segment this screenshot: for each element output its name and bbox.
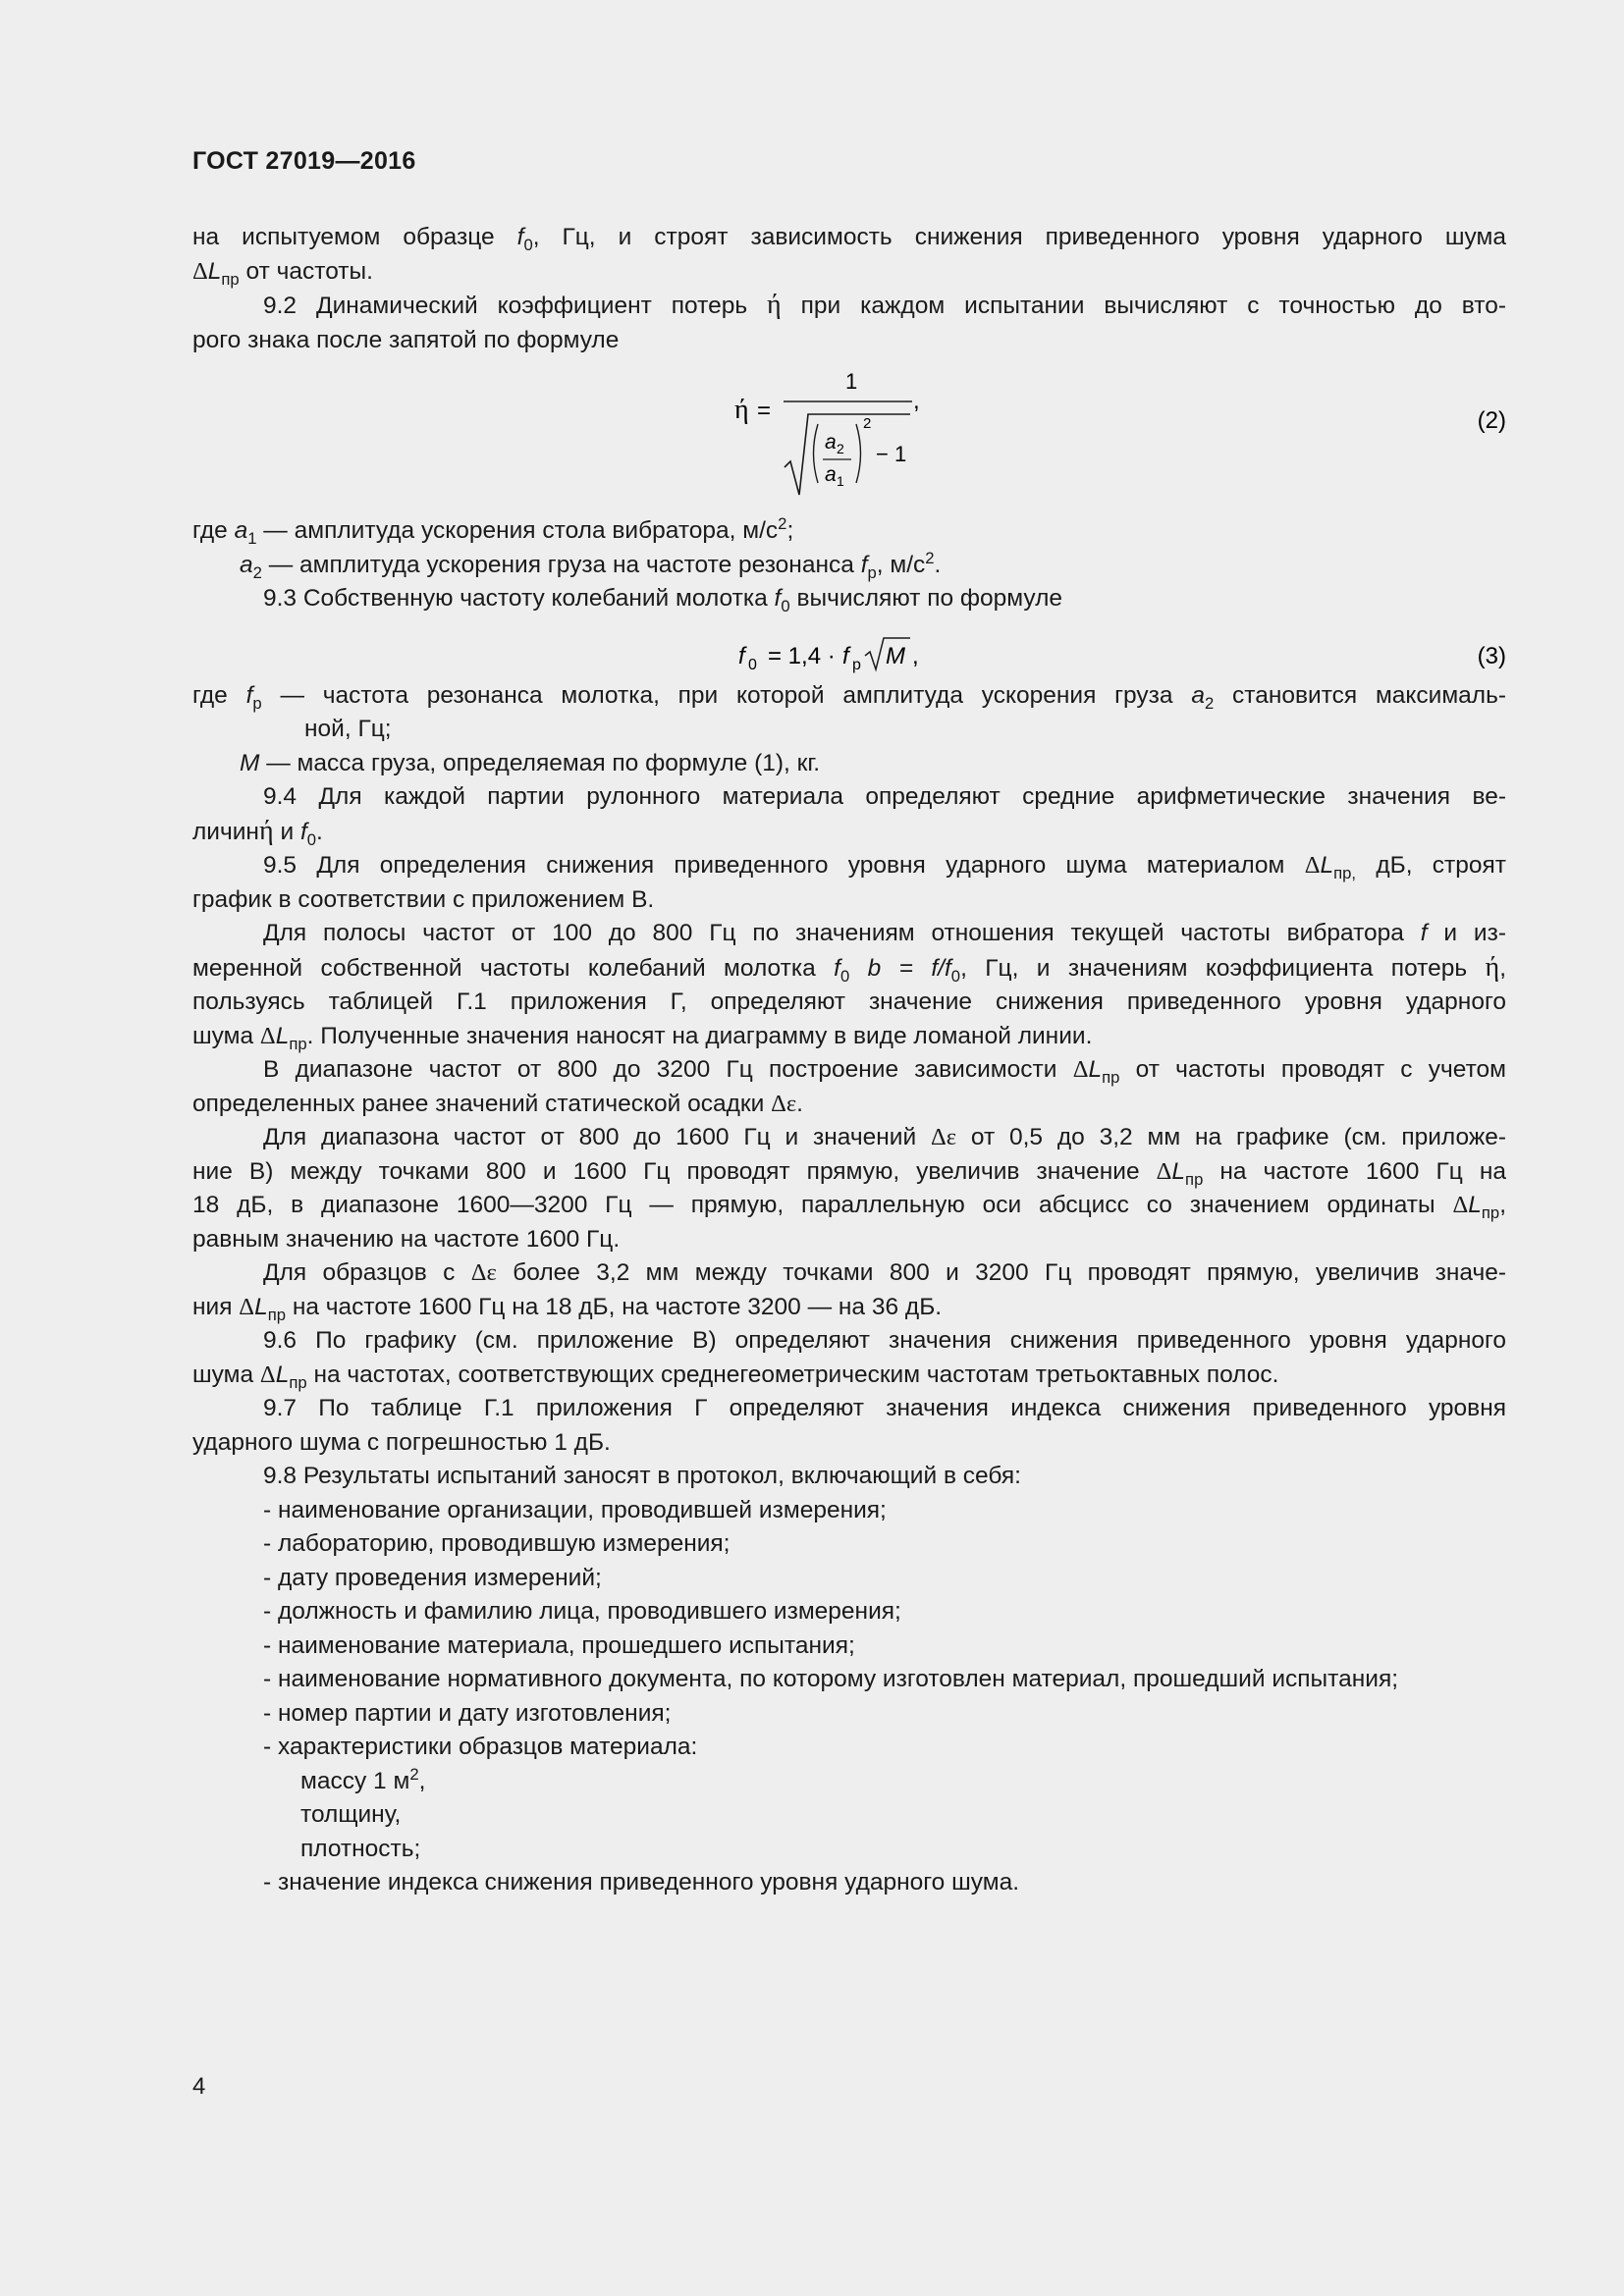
paragraph-9-2: 9.2 Динамический коэффициент потерь ή при каждом испытании вычисляют с точностью до вто- bbox=[263, 290, 1506, 320]
list-item: - значение индекса снижения приведенного уровня ударного шума. bbox=[263, 1869, 1020, 1896]
sub-list-item: плотность; bbox=[300, 1835, 421, 1862]
where-a2: $a_2$ — амплитуда ускорения груза на частоте резонанса $f_р$, $м/с^2$. bbox=[240, 548, 942, 582]
list-item: - номер партии и дату изготовления; bbox=[263, 1699, 672, 1727]
formula-minus-one: − 1 bbox=[876, 442, 907, 466]
paragraph-9-6: 9.6 По графику (см. приложение В) определяют значения снижения приведенного уровня ударного bbox=[263, 1327, 1506, 1354]
list-item: - должность и фамилию лица, проводившего измерения; bbox=[263, 1598, 901, 1625]
paragraph-range: В диапазоне частот от 800 до 3200 Гц построение зависимости $\Delta L_{пр}$ от частоты проводят с учетом bbox=[263, 1056, 1507, 1087]
svg-text:р: р bbox=[852, 656, 861, 673]
paragraph-intro: на испытуемом образце $f_0$, Гц, и строят зависимость снижения приведенного уровня ударного шума $\Delta L_{пр}$ от частоты. bbox=[192, 224, 1506, 289]
formula-a2: a bbox=[825, 431, 837, 454]
where-fp: где $f_р$ — частота резонанса молотка, при которой амплитуда ускорения груза $a_2$ становится максималь- bbox=[192, 681, 1507, 713]
paragraph-band: Для полосы частот от 100 до 800 Гц по значениям отношения текущей частоты вибратора f и из- bbox=[263, 920, 1506, 946]
paragraph-9-5: 9.5 Для определения снижения приведенного уровня ударного шума материалом $\Delta L_{пр,}$ дБ, строят bbox=[263, 852, 1507, 882]
formula-3-graphic bbox=[192, 616, 1506, 679]
formula-eta: ή bbox=[734, 395, 749, 425]
svg-text:= 1,4 ·: = 1,4 · bbox=[768, 642, 836, 669]
list-item: - наименование организации, проводившей измерения; bbox=[263, 1496, 887, 1523]
right-paren bbox=[856, 424, 861, 483]
paragraph-3-2: Для образцов с Δε более 3,2 мм между точками 800 и 3200 Гц проводят прямую, увеличив значе- bbox=[263, 1259, 1506, 1286]
formula-2-graphic bbox=[192, 357, 1506, 514]
formula-number-3: (3) bbox=[1477, 642, 1506, 669]
formula-power: 2 bbox=[863, 415, 872, 432]
paragraph-9-8: 9.8 Результаты испытаний заносят в протокол, включающий в себя: bbox=[263, 1463, 1021, 1489]
where-M: M — масса груза, определяемая по формуле (1), кг. bbox=[240, 749, 821, 776]
list-item: - наименование нормативного документа, по которому изготовлен материал, прошедший испытания; bbox=[263, 1666, 1399, 1692]
body-text: на испытуемом образце $f_0$, Гц, и строят зависимость снижения приведенного уровня ударного шума $\Delta L_{пр}$ от частоты. 9.2 Динамический коэффициент потерь ή при каждом испытании вычисляют с точностью до вто- рого знака после запятой по формуле ή = 1 , a 2 a 1 2 − 1 (2) где $a_1$ — амплитуда ускорения стола вибратора, $м/с^2$; $a_2$ — амплитуда ускорения груза на частоте резонанса $f_р$, $м/с^2$. 9.3 Собственную частоту колебаний молотка $f_0$ вычисляют по формуле f 0 = 1,4 · f р M , (3) где $f_р$ — частота резонанса молотка, при которой амплитуда ускорения груза $a_2$ становится максималь- ной, Гц; M — масса груза, определяемая по формуле (1), кг. 9.4 Для каждой партии рулонного материала определяют средние арифметические значения ве- личинή и $f_0$. 9.5 Для определения снижения приведенного уровня ударного шума материалом $\Delta L_{пр,}$ дБ, строят график в соответствии с приложением В. Для полосы частот от 100 до 800 Гц по значениям отношения текущей частоты вибратора f и из- меренной собственной частоты колебаний молотка $f_0$ $b = f/f_0$, Гц, и значениям коэффициента потерь ή, пользуясь таблицей Г.1 приложения Г, определяют значение снижения приведенного уровня ударного шума $\Delta L_{пр}$. Полученные значения наносят на диаграмму в виде ломаной линии. В диапазоне частот от 800 до 3200 Гц построение зависимости $\Delta L_{пр}$ от частоты проводят с учетом определенных ранее значений статической осадки Δε. Для диапазона частот от 800 до 1600 Гц и значений Δε от 0,5 до 3,2 мм на графике (см. приложе- ние В) между точками 800 и 1600 Гц проводят прямую, увеличив значение $\Delta L_{пр}$ на частоте 1600 Гц на 18 дБ, в диапазоне 1600—3200 Гц — прямую, параллельную оси абсцисс со значением ординаты $\Delta L_{пр}$, равным значению на частоте 1600 Гц. Для образцов с Δε более 3,2 мм между точками 800 и 3200 Гц проводят прямую, увеличив значе- ния $\Delta L_{пр}$ на частоте 1600 Гц на 18 дБ, на частоте 3200 — на 36 дБ. 9.6 По графику (см. приложение В) определяют значения снижения приведенного уровня ударного шума $\Delta L_{пр}$ на частотах, соответствующих среднегеометрическим частотам третьоктавных полос. 9.7 По таблице Г.1 приложения Г определяют значения индекса снижения приведенного уровня ударного шума с погрешностью 1 дБ. 9.8 Результаты испытаний заносят в протокол, включающий в себя: - наименование организации, проводившей измерения; - лабораторию, проводившую измерения; - дату проведения измерений; - должность и фамилию лица, проводившего измерения; - наименование материала, прошедшего испытания; - наименование нормативного документа, по которому изготовлен материал, прошедший испытания; - номер партии и дату изготовления; - характеристики образцов материала: массу 1 $м^2$, толщину, плотность; - значение индекса снижения приведенного уровня ударного шума. bbox=[192, 221, 1506, 1900]
page-number: 4 bbox=[192, 2073, 206, 2100]
svg-text:,: , bbox=[912, 642, 919, 669]
document-header: ГОСТ 27019—2016 bbox=[192, 147, 416, 175]
formula-numerator: 1 bbox=[845, 369, 858, 394]
svg-text:M: M bbox=[886, 642, 905, 669]
paragraph-9-7: 9.7 По таблице Г.1 приложения Г определяют значения индекса снижения приведенного уровня bbox=[263, 1395, 1506, 1421]
svg-text:1: 1 bbox=[837, 473, 844, 489]
list-item: - дату проведения измерений; bbox=[263, 1564, 602, 1591]
formula-comma: , bbox=[913, 388, 920, 414]
formula-3 bbox=[192, 616, 1506, 679]
sub-list-item: массу 1 $м^2$, bbox=[300, 1764, 426, 1794]
where-a1: где $a_1$ — амплитуда ускорения стола вибратора, $м/с^2$; bbox=[192, 514, 794, 548]
list-item: - лабораторию, проводившую измерения; bbox=[263, 1530, 731, 1557]
paragraph-9-4: 9.4 Для каждой партии рулонного материала определяют средние арифметические значения ве- bbox=[263, 783, 1506, 810]
svg-text:f: f bbox=[842, 642, 849, 669]
svg-text:0: 0 bbox=[748, 656, 757, 673]
formula-2 bbox=[192, 357, 1506, 514]
svg-text:2: 2 bbox=[837, 441, 844, 456]
formula-number-2: (2) bbox=[1477, 407, 1506, 434]
list-item: - характеристики образцов материала: bbox=[263, 1734, 698, 1760]
formula-a1: a bbox=[825, 463, 837, 486]
sub-list-item: толщину, bbox=[300, 1801, 402, 1828]
paragraph-1600: Для диапазона частот от 800 до 1600 Гц и значений Δε от 0,5 до 3,2 мм на графике (см. приложе- bbox=[263, 1124, 1507, 1150]
paragraph-9-3: 9.3 Собственную частоту колебаний молотка $f_0$ вычисляют по формуле bbox=[263, 585, 1063, 615]
list-item: - наименование материала, прошедшего испытания; bbox=[263, 1631, 855, 1659]
left-paren bbox=[814, 424, 819, 483]
formula-equals: = bbox=[757, 398, 772, 424]
protocol-sublist bbox=[192, 1765, 1506, 1867]
svg-text:f: f bbox=[738, 642, 745, 669]
protocol-list bbox=[192, 1494, 1506, 1765]
